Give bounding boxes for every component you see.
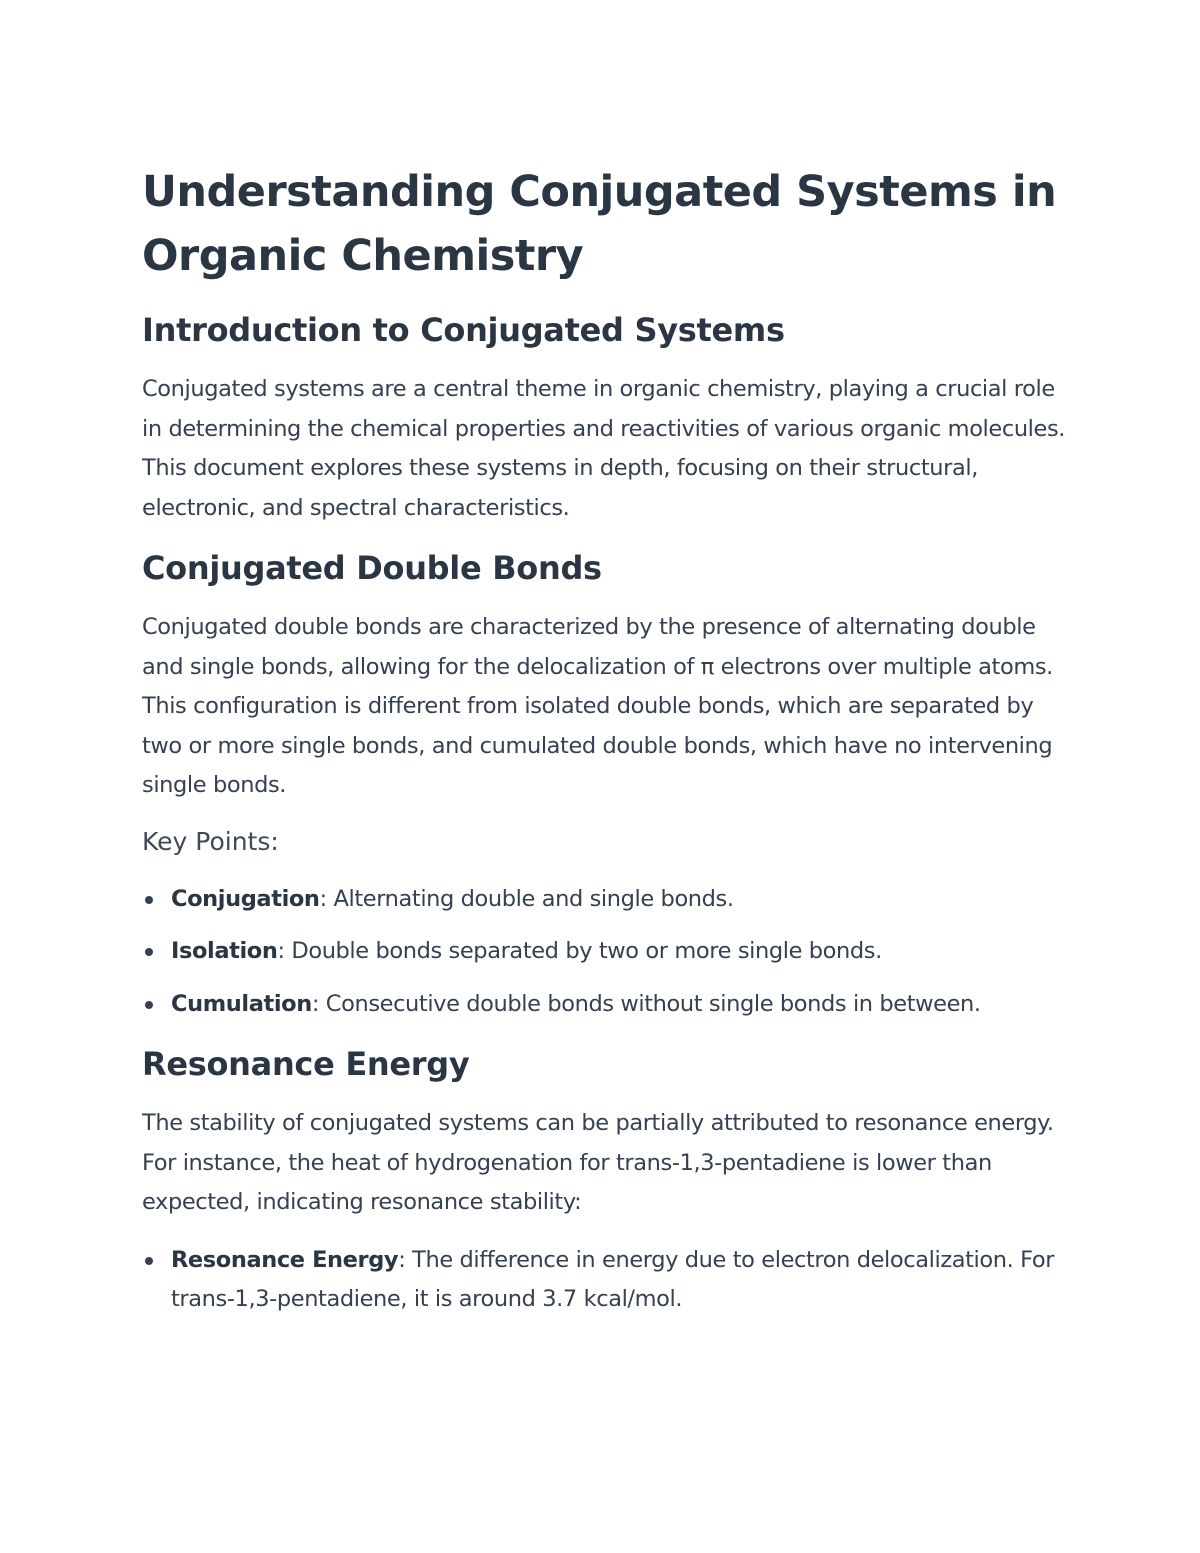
section-paragraph-resonance-energy: The stability of conjugated systems can be partially attributed to resonance energy. For instance, the heat of hydrogenation for trans-1,3-pentadiene is lower than expected, indicating resonance stability: xyxy=(142,1110,1054,1215)
key-points-heading: Key Points: xyxy=(142,826,279,856)
bullet-icon xyxy=(145,1001,153,1009)
resonance-list xyxy=(142,1241,1072,1320)
document-page xyxy=(142,160,1072,1338)
section-paragraph-conjugated-double-bonds: Conjugated double bonds are characterized by the presence of alternating double and single bonds, allowing for the delocalization of π electrons over multiple atoms. This configuration is different from isolated double bonds, which are separated by two or more single bonds, and cumulated double bonds, which have no intervening single bonds. xyxy=(142,614,1053,798)
section-heading-resonance-energy: Resonance Energy xyxy=(142,1045,470,1083)
list-item-term: Resonance Energy xyxy=(171,1246,399,1273)
list-item-term: Cumulation xyxy=(171,990,312,1017)
list-item xyxy=(142,1241,1072,1320)
list-item-term: Conjugation xyxy=(171,885,320,912)
list-item-text: : The difference in energy due to electron delocalization. For trans-1,3-pentadiene, it is around 3.7 kcal/mol. xyxy=(171,1246,1055,1312)
key-points-list xyxy=(142,880,1072,1025)
section-paragraph-introduction: Conjugated systems are a central theme in organic chemistry, playing a crucial role in determining the chemical properties and reactivities of various organic molecules. This document explores these systems in depth, focusing on their structural, electronic, and spectral characteristics. xyxy=(142,376,1066,521)
section-heading-introduction: Introduction to Conjugated Systems xyxy=(142,311,785,349)
section-heading-conjugated-double-bonds: Conjugated Double Bonds xyxy=(142,549,602,587)
document-title: Understanding Conjugated Systems in Organic Chemistry xyxy=(142,167,1057,281)
list-item-text: : Consecutive double bonds without single bonds in between. xyxy=(311,990,981,1017)
bullet-icon xyxy=(145,896,153,904)
list-item xyxy=(142,932,1072,972)
bullet-icon xyxy=(145,948,153,956)
list-item-term: Isolation xyxy=(171,938,278,964)
list-item-text: : Double bonds separated by two or more single bonds. xyxy=(277,938,882,964)
list-item-text: : Alternating double and single bonds. xyxy=(319,885,734,912)
bullet-icon xyxy=(145,1257,153,1265)
list-item xyxy=(142,880,1072,920)
list-item xyxy=(142,985,1072,1025)
